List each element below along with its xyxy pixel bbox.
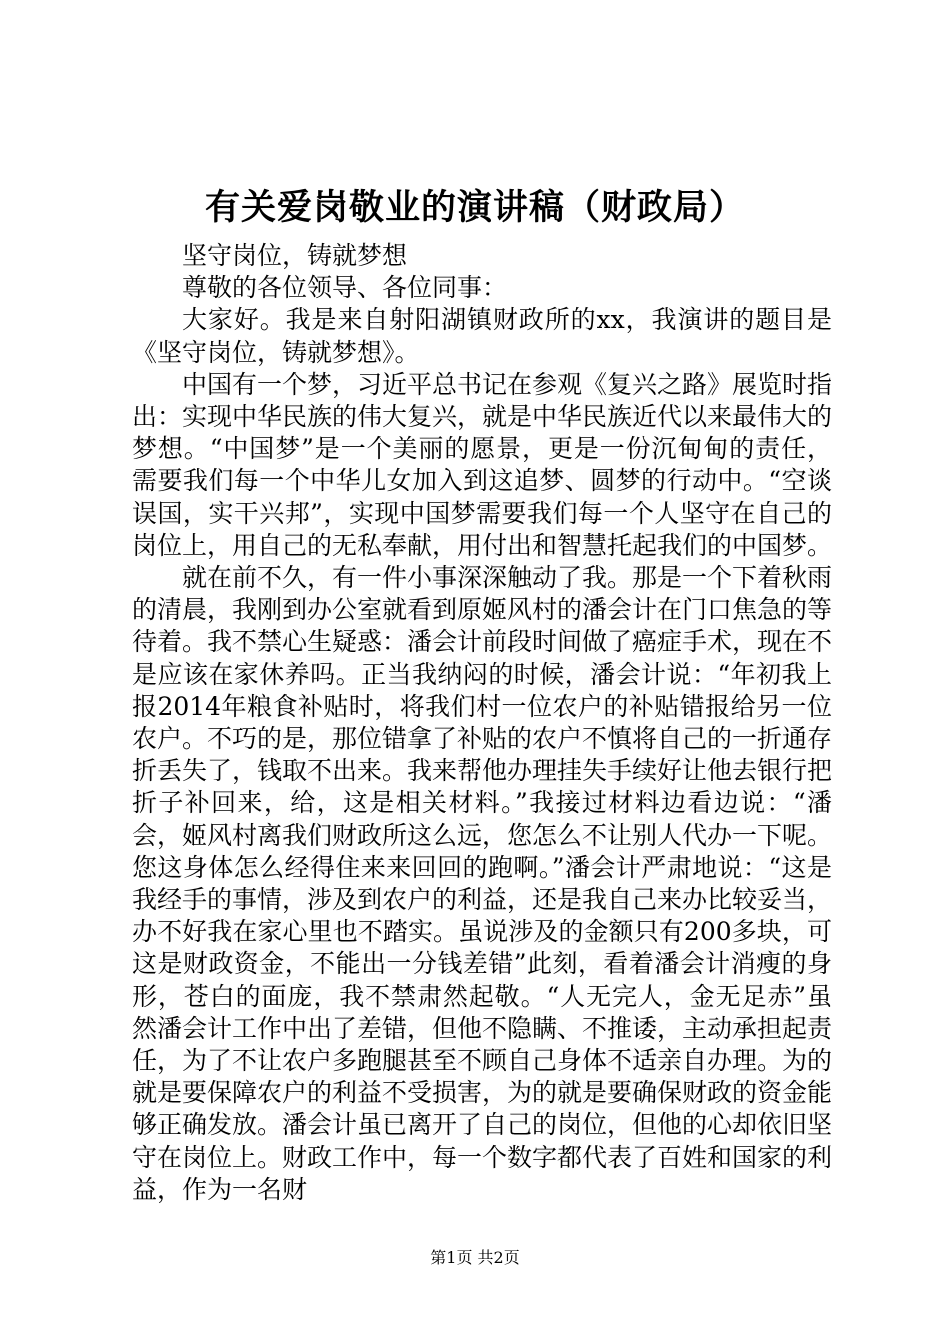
salutation: 尊敬的各位领导、各位同事：	[182, 273, 508, 303]
paragraph-china-dream: 中国有一个梦，习近平总书记在参观《复兴之路》展览时指出：实现中华民族的伟大复兴，就是中华民族近代以来最伟大的梦想。“中国梦”是一个美丽的愿景，更是一份沉甸甸的责任，需要我们每一个中华儿女加入到这追梦、圆梦的行动中。“空谈误国，实干兴邦”，实现中国梦需要我们每一个人坚守在自己的岗位上，用自己的无私奉献，用付出和智慧托起我们的中国梦。	[132, 369, 833, 560]
document-title: 有关爱岗敬业的演讲稿（财政局）	[204, 188, 745, 228]
document-body	[132, 240, 832, 1206]
speech-subtitle: 坚守岗位，铸就梦想	[182, 241, 408, 270]
page-number: 第1页 共2页	[430, 1248, 520, 1267]
paragraph-story: 就在前不久，有一件小事深深触动了我。那是一个下着秋雨的清晨，我刚到办公室就看到原姬风村的潘会计在门口焦急的等待着。我不禁心生疑惑：潘会计前段时间做了癌症手术，现在不是应该在家休养吗。正当我纳闷的时候，潘会计说：“年初我上报2014年粮食补贴时，将我们村一位农户的补贴错报给另一位农户。不巧的是，那位错拿了补贴的农户不慎将自己的一折通存折丢失了，钱取不出来。我来帮他办理挂失手续好让他去银行把折子补回来，给，这是相关材料。”我接过材料边看边说：“潘会，姬风村离我们财政所这么远，您怎么不让别人代办一下呢。您这身体怎么经得住来来回回的跑啊。”潘会计严肃地说：“这是我经手的事情，涉及到农户的利益，还是我自己来办比较妥当，办不好我在家心里也不踏实。虽说涉及的金额只有200多块，可这是财政资金，不能出一分钱差错”此刻，看着潘会计消瘦的身形，苍白的面庞，我不禁肃然起敬。“人无完人，金无足赤”虽然潘会计工作中出了差错，但他不隐瞒、不推诿，主动承担起责任，为了不让农户多跑腿甚至不顾自己身体不适亲自办理。为的就是要保障农户的利益不受损害，为的就是要确保财政的资金能够正确发放。潘会计虽已离开了自己的岗位，但他的心却依旧坚守在岗位上。财政工作中，每一个数字都代表了百姓和国家的利益，作为一名财	[132, 563, 833, 1204]
paragraph-intro: 大家好。我是来自射阳湖镇财政所的xx，我演讲的题目是《坚守岗位，铸就梦想》。	[132, 305, 832, 367]
